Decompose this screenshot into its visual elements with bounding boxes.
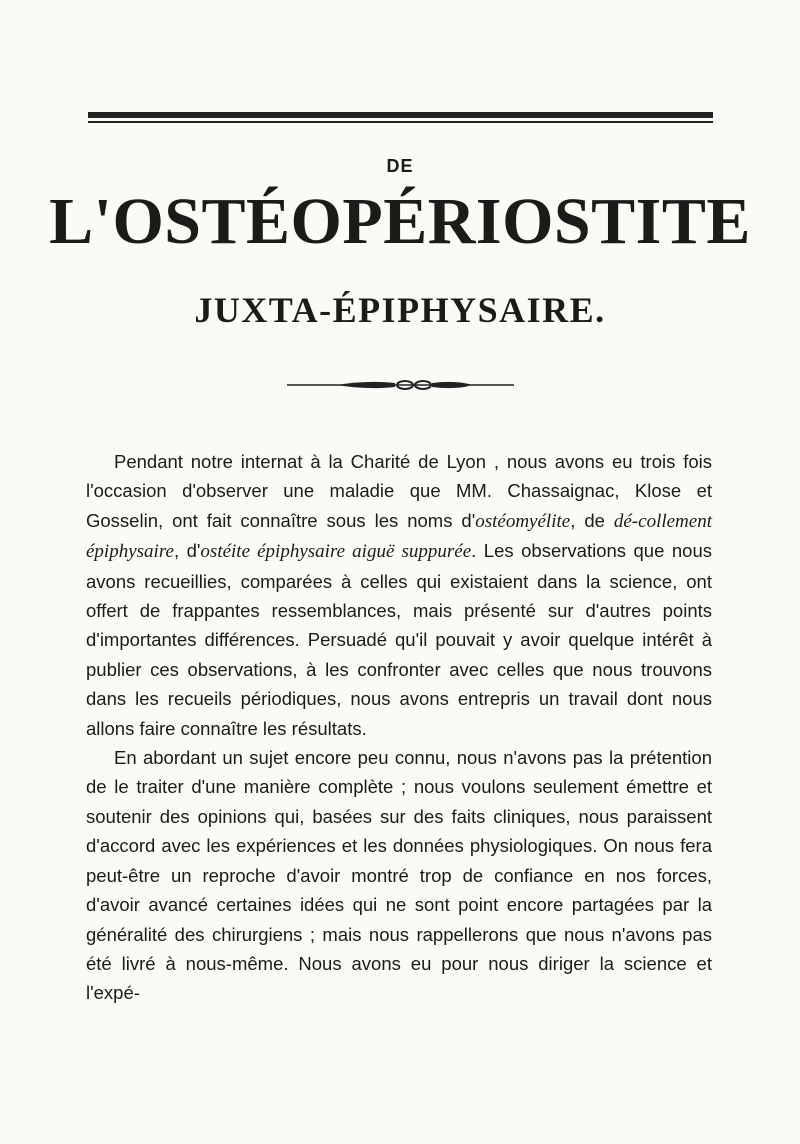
paragraph-1-text-d: . Les observations que nous avons recueillies, comparées à celles qui existaient dans la science, ont offert de frappantes ressemblances, mais présenté sur d'autres points d'importantes différences. Persuadé qu'il pouvait y avoir quelque intérêt à publier ces observations, à les confronter avec celles que nous trouvons dans les recueils périodiques, nous avons entrepris un travail dont nous allons faire connaître les résultats. [86,540,712,739]
ornament-divider [287,378,514,390]
paragraph-1-text-b: , de [570,509,614,531]
paragraph-1-text-a: Pendant notre internat à la Charité de Lyon , nous avons eu trois fois l'occasion d'observer une maladie que MM. Chassaignac, Klose et Gosselin, ont fait connaître sous les noms d' [86,451,712,531]
paragraph-2: En abordant un sujet encore peu connu, nous n'avons pas la prétention de le traiter d'une manière complète ; nous voulons seulement émettre et soutenir des opinions qui, basées sur des faits cliniques, nous paraissent d'accord avec les expériences et les données physiologiques. On nous fera peut-être un reproche d'avoir montré trop de confiance en nos forces, d'avoir avancé certaines idées qui ne sont point encore partagées par la généralité des chirurgiens ; mais nous rappellerons que nous n'avons pas été livré à nous-même. Nous avons eu pour nous diriger la science et l'expé- [86,747,712,1004]
page-title: L'OSTÉOPÉRIOSTITE [49,185,751,258]
paragraph-1-text-c: , d' [173,540,201,562]
term-osteomyelite: ostéomyélite [475,510,571,532]
header-rule-thin [88,121,713,123]
header-rule-thick [88,112,713,118]
body-text [86,447,712,1008]
page-subtitle: JUXTA-ÉPIPHYSAIRE. [194,290,606,330]
term-decollement: dé-collement épiphysaire [86,510,712,563]
title-prefix: DE [386,156,414,176]
term-osteite: ostéite épiphysaire aiguë suppurée [200,541,472,563]
paragraph-1 [86,447,712,743]
